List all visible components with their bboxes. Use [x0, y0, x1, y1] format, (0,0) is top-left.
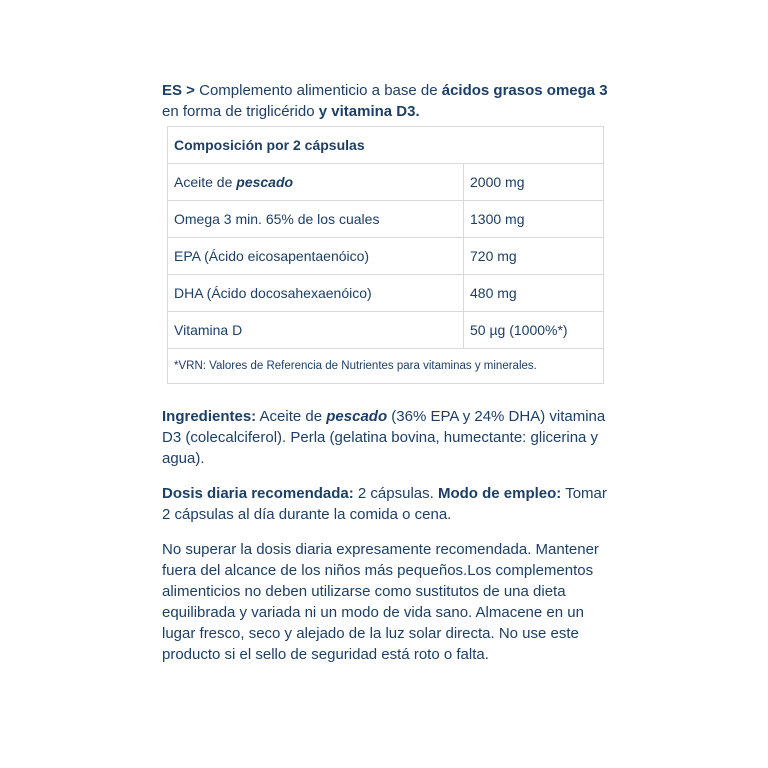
intro-bold-omega: ácidos grasos omega 3: [441, 82, 608, 99]
row-name: Omega 3 min. 65% de los cuales: [168, 201, 464, 238]
table-header: Composición por 2 cápsulas: [168, 127, 604, 164]
intro-text-1: Complemento alimenticio a base de: [194, 82, 442, 99]
table-footnote-row: [168, 349, 604, 384]
table-header-row: [168, 127, 604, 164]
table-row: [168, 238, 604, 275]
dosage-label: Dosis diaria recomendada:: [162, 485, 354, 502]
table-row: [168, 164, 604, 201]
intro-bold-vitamin: y vitamina D3.: [318, 103, 420, 120]
table-row: [168, 201, 604, 238]
row-name: [168, 164, 464, 201]
composition-table: [167, 126, 604, 384]
row-value: 2000 mg: [464, 164, 604, 201]
label-content: [162, 80, 610, 665]
ingredients-label: Ingredientes:: [162, 408, 257, 425]
warnings-paragraph: No superar la dosis diaria expresamente recomendada. Mantener fuera del alcance de los niños más pequeños.Los complementos alimenticios no deben utilizarse como sustitutos de una dieta equilibrada y variada ni un modo de vida sano. Almacene en un lugar fresco, seco y alejado de la luz solar directa. No use este producto si el sello de seguridad está roto o falta.: [162, 541, 599, 663]
table-row: [168, 312, 604, 349]
ingredients-paragraph: [162, 406, 610, 469]
usage-label: Modo de empleo:: [437, 485, 562, 502]
row-value: 720 mg: [464, 238, 604, 275]
dosage-paragraph: [162, 483, 610, 525]
language-prefix: ES >: [162, 82, 195, 99]
row-value: 480 mg: [464, 275, 604, 312]
row-name: EPA (Ácido eicosapentaenóico): [168, 238, 464, 275]
row-name: DHA (Ácido docosahexaenóico): [168, 275, 464, 312]
row-value: 1300 mg: [464, 201, 604, 238]
dosage-text-2: Tomar 2 cápsulas al día durante la comida o cena.: [162, 485, 607, 523]
row-name-text: Aceite de: [174, 174, 237, 190]
ingredients-emphasis: pescado: [326, 408, 388, 425]
ingredients-text-1: Aceite de: [256, 408, 327, 425]
table-row: [168, 275, 604, 312]
intro-text-2: en forma de triglicérido: [162, 103, 319, 120]
table-footnote: *VRN: Valores de Referencia de Nutrientes para vitaminas y minerales.: [168, 349, 604, 384]
row-name-emphasis: pescado: [236, 174, 294, 190]
intro-paragraph: [162, 80, 610, 122]
row-name: Vitamina D: [168, 312, 464, 349]
row-value: 50 µg (1000%*): [464, 312, 604, 349]
ingredients-text-2: (36% EPA y 24% DHA) vitamina D3 (colecalciferol). Perla (gelatina bovina, humectante: glicerina y agua).: [162, 408, 606, 467]
dosage-text-1: 2 cápsulas.: [353, 485, 438, 502]
